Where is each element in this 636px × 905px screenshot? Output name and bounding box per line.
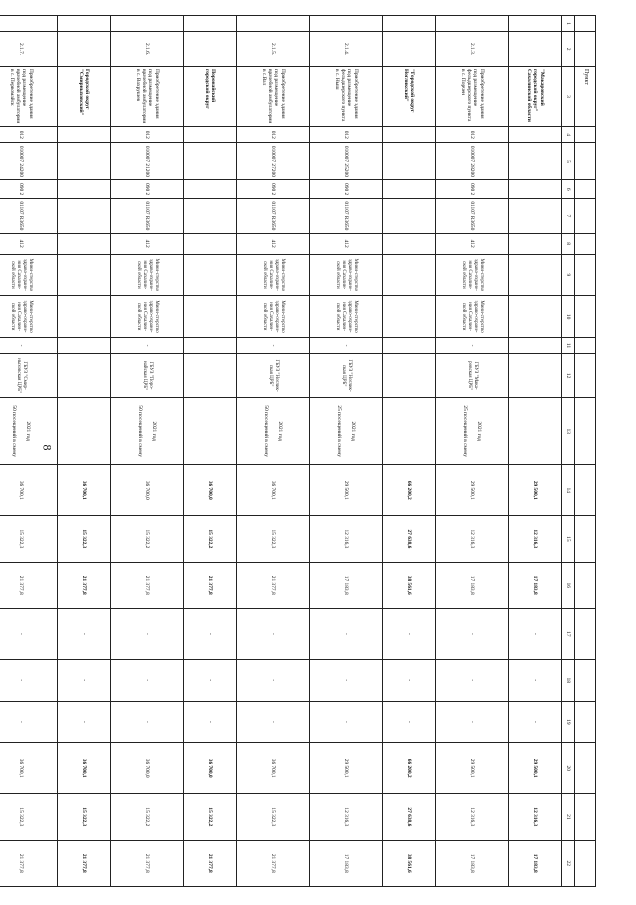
cell-c9: Мини-стерство здраво-охране-ния Сахалин-ской области: [436, 254, 509, 296]
cell-c17: -: [383, 608, 436, 659]
group-row: [383, 16, 436, 887]
empty-cell: [383, 198, 436, 233]
column-number: 16: [562, 562, 575, 608]
empty-cell: [184, 337, 237, 353]
cell-c14: 66 200,2: [383, 465, 436, 516]
cell-name: "Макаровский городской округ" Сахалинской области: [509, 66, 562, 126]
column-number: 3: [562, 66, 575, 126]
cell-c18: -: [436, 659, 509, 701]
empty-cell: [184, 198, 237, 233]
cell-c12: ГБУЗ "Ноглик-ская ЦРБ": [237, 354, 310, 398]
empty-cell: [184, 32, 237, 67]
cell-c18: -: [111, 659, 184, 701]
cell-c14: 36 700,1: [58, 465, 111, 516]
cell-c22: 17 183,8: [436, 840, 509, 887]
cell-name: Поронайский городской округ: [184, 66, 237, 126]
empty-cell: [509, 296, 562, 338]
table-row: [310, 16, 383, 887]
column-number: 2: [562, 32, 575, 67]
cell-c14: 36 700,1: [0, 465, 58, 516]
empty-cell: [58, 296, 111, 338]
cell-c19: -: [310, 701, 383, 743]
empty-cell: [184, 354, 237, 398]
table-body: [0, 16, 596, 887]
header-cell: [575, 233, 596, 254]
empty-cell: [383, 16, 436, 32]
table-row: [237, 16, 310, 887]
cell-c20: 36 700,1: [0, 743, 58, 794]
cell-c21: 15 322,2: [184, 794, 237, 840]
column-number: 21: [562, 794, 575, 840]
cell-code: 012: [436, 127, 509, 143]
empty-cell: [58, 398, 111, 465]
cell-no: 2.1.4.: [310, 32, 383, 67]
cell-c14: 36 700,0: [111, 465, 184, 516]
empty-cell: [509, 233, 562, 254]
empty-cell: [184, 296, 237, 338]
cell-c9: Мини-стерство здраво-охране-ния Сахалин-ской области: [237, 254, 310, 296]
cell-c16: 17 183,8: [436, 562, 509, 608]
cell-c15: 15 322,2: [111, 516, 184, 562]
header-cell: [575, 516, 596, 562]
cell-no: 2.1.5.: [237, 32, 310, 67]
cell-c9: Мини-стерство здраво-охране-ния Сахалин-ской области: [310, 254, 383, 296]
capacity-text: 50 посещений в смену: [11, 405, 17, 457]
cell-k6: 090 2: [310, 180, 383, 199]
header-cell: [575, 337, 596, 353]
cell-c11: -: [310, 337, 383, 353]
empty-cell: [383, 398, 436, 465]
cell-code: 012: [310, 127, 383, 143]
empty-cell: [184, 180, 237, 199]
cell-c21: 15 322,3: [58, 794, 111, 840]
cell-k5: 010007 27200: [237, 143, 310, 180]
header-cell: [575, 32, 596, 67]
cell-c15: 12 316,3: [509, 516, 562, 562]
year-text: 2021 год: [476, 421, 483, 441]
cell-c9: Мини-стерство здраво-охране-ния Сахалин-ской области: [0, 254, 58, 296]
empty-cell: [436, 16, 509, 32]
cell-c22: 21 377,8: [58, 840, 111, 887]
cell-c13: [436, 398, 509, 465]
cell-c17: -: [509, 608, 562, 659]
column-number: 22: [562, 840, 575, 887]
cell-name: Приобретение здания под размещение фельдшерского пункта в с. Порчен: [436, 66, 509, 126]
header-cell: [575, 16, 596, 32]
cell-name: Приобретение здания под размещение врачебной амбулатории в с. Вахрушев: [111, 66, 184, 126]
empty-cell: [184, 233, 237, 254]
cell-c22: 21 377,8: [111, 840, 184, 887]
cell-c18: -: [58, 659, 111, 701]
column-number: 17: [562, 608, 575, 659]
cell-c21: 12 316,3: [509, 794, 562, 840]
cell-c15: 15 322,3: [0, 516, 58, 562]
cell-c15: 27 638,6: [383, 516, 436, 562]
empty-cell: [58, 254, 111, 296]
empty-cell: [509, 180, 562, 199]
empty-cell: [58, 198, 111, 233]
rotated-table-wrapper: [8, 15, 596, 887]
header-cell: [575, 840, 596, 887]
column-number: 19: [562, 701, 575, 743]
cell-c18: -: [184, 659, 237, 701]
empty-cell: [383, 32, 436, 67]
column-number: 18: [562, 659, 575, 701]
year-text: 2021 год: [151, 421, 158, 441]
cell-c10: Мини-стерство здраво-охране-ния Сахалин-ской области: [111, 296, 184, 338]
empty-cell: [383, 180, 436, 199]
cell-c22: 21 377,8: [237, 840, 310, 887]
year-text: 2021 год: [277, 421, 284, 441]
empty-cell: [58, 16, 111, 32]
cell-k5: 010007 28200: [436, 143, 509, 180]
column-number: 5: [562, 143, 575, 180]
column-number: 20: [562, 743, 575, 794]
cell-name: "Городской округ Ногликский": [383, 66, 436, 126]
empty-cell: [58, 354, 111, 398]
column-number-row: [562, 16, 575, 887]
cell-c20: 29 500,1: [509, 743, 562, 794]
empty-cell: [184, 16, 237, 32]
column-number: 11: [562, 337, 575, 353]
empty-cell: [509, 354, 562, 398]
cell-k5: 010007 24200: [0, 143, 58, 180]
table-row: [111, 16, 184, 887]
empty-cell: [509, 16, 562, 32]
cell-no: 2.1.7.: [0, 32, 58, 67]
cell-c21: 12 316,3: [310, 794, 383, 840]
cell-c20: 29 500,1: [436, 743, 509, 794]
cell-c9: Мини-стерство здраво-охране-ния Сахалин-ской области: [111, 254, 184, 296]
cell-c16: 21 377,8: [237, 562, 310, 608]
header-cell: [575, 180, 596, 199]
cell-k7: 01107 R3650: [111, 198, 184, 233]
column-number: 12: [562, 354, 575, 398]
cell-c14: 29 500,1: [436, 465, 509, 516]
cell-c14: 36 700,1: [237, 465, 310, 516]
cell-c13: [111, 398, 184, 465]
cell-code: 012: [0, 127, 58, 143]
page-number: 8: [40, 444, 55, 451]
cell-k7: 01107 R3650: [310, 198, 383, 233]
cell-c19: -: [0, 701, 58, 743]
cell-c15: 12 316,3: [436, 516, 509, 562]
column-number: 4: [562, 127, 575, 143]
column-number: 9: [562, 254, 575, 296]
cell-c18: -: [509, 659, 562, 701]
column-number: 6: [562, 180, 575, 199]
cell-c12: ГБУЗ "Смир-ныховская ЦРБ": [0, 354, 58, 398]
cell-c17: -: [58, 608, 111, 659]
cell-c21: 15 322,2: [111, 794, 184, 840]
empty-cell: [237, 16, 310, 32]
empty-cell: [184, 254, 237, 296]
column-number: 10: [562, 296, 575, 338]
header-cell: [575, 198, 596, 233]
cell-c14: 29 500,1: [310, 465, 383, 516]
header-cell: [575, 127, 596, 143]
capacity-text: 50 посещений в смену: [137, 405, 143, 457]
column-number: 7: [562, 198, 575, 233]
cell-c15: 12 316,3: [310, 516, 383, 562]
cell-c20: 36 700,0: [111, 743, 184, 794]
cell-c12: ГБУЗ "Поро-найская ЦРБ": [111, 354, 184, 398]
cell-c18: -: [383, 659, 436, 701]
column-number: 14: [562, 465, 575, 516]
cell-name: Приобретение здания под размещение врачебной амбулатории в с. Первомайск: [0, 66, 58, 126]
header-cell: [575, 794, 596, 840]
cell-c16: 38 561,6: [383, 562, 436, 608]
cell-c16: 21 377,8: [111, 562, 184, 608]
empty-cell: [509, 198, 562, 233]
cell-k6: 090 2: [237, 180, 310, 199]
empty-cell: [184, 143, 237, 180]
column-number: 1: [562, 16, 575, 32]
cell-c18: -: [0, 659, 58, 701]
empty-cell: [58, 233, 111, 254]
capacity-text: 50 посещений в смену: [263, 405, 269, 457]
cell-c20: 66 200,2: [383, 743, 436, 794]
cell-c20: 29 500,1: [310, 743, 383, 794]
empty-cell: [383, 354, 436, 398]
empty-cell: [58, 127, 111, 143]
cell-c20: 36 700,1: [237, 743, 310, 794]
empty-cell: [0, 16, 58, 32]
header-cell: [575, 354, 596, 398]
cell-c22: 38 561,6: [383, 840, 436, 887]
cell-c17: -: [237, 608, 310, 659]
cell-k8: 412: [436, 233, 509, 254]
table-row: [436, 16, 509, 887]
cell-c19: -: [111, 701, 184, 743]
cell-c22: 21 377,8: [184, 840, 237, 887]
cell-k7: 01107 R3650: [0, 198, 58, 233]
cell-c17: -: [184, 608, 237, 659]
cell-c13: [310, 398, 383, 465]
cell-c15: 15 322,3: [237, 516, 310, 562]
cell-code: 012: [111, 127, 184, 143]
cell-c14: 36 700,0: [184, 465, 237, 516]
cell-c20: 36 700,0: [184, 743, 237, 794]
cell-c22: 21 377,8: [0, 840, 58, 887]
cell-c15: 15 322,3: [58, 516, 111, 562]
cell-c17: -: [111, 608, 184, 659]
cell-c14: 29 500,1: [509, 465, 562, 516]
cell-c17: -: [436, 608, 509, 659]
column-number: 13: [562, 398, 575, 465]
column-number: 8: [562, 233, 575, 254]
empty-cell: [383, 296, 436, 338]
empty-cell: [509, 143, 562, 180]
cell-c22: 17 183,8: [310, 840, 383, 887]
header-cell: [575, 659, 596, 701]
group-row: [509, 16, 562, 887]
cell-k5: 010007 25200: [310, 143, 383, 180]
cell-c22: 17 183,8: [509, 840, 562, 887]
cell-c21: 15 322,3: [0, 794, 58, 840]
cell-k8: 412: [0, 233, 58, 254]
empty-cell: [509, 127, 562, 143]
budget-table: [0, 15, 596, 887]
cell-name: Приобретение здания под размещение фельдшерского пункта в с. Ныш: [310, 66, 383, 126]
cell-c16: 17 183,8: [310, 562, 383, 608]
cell-k6: 090 2: [111, 180, 184, 199]
cell-c18: -: [237, 659, 310, 701]
cell-c11: -: [0, 337, 58, 353]
year-text: 2021 год: [25, 421, 32, 441]
cell-c11: -: [111, 337, 184, 353]
cell-c13: [237, 398, 310, 465]
cell-k7: 01107 R3650: [436, 198, 509, 233]
column-number: 15: [562, 516, 575, 562]
cell-c15: 15 322,2: [184, 516, 237, 562]
empty-cell: [383, 337, 436, 353]
header-row: [575, 16, 596, 887]
cell-name: Городской округ "Смирныховский": [58, 66, 111, 126]
cell-c20: 36 700,1: [58, 743, 111, 794]
cell-c21: 27 638,6: [383, 794, 436, 840]
empty-cell: [58, 180, 111, 199]
cell-c19: -: [184, 701, 237, 743]
cell-c21: 15 322,3: [237, 794, 310, 840]
cell-c17: -: [310, 608, 383, 659]
empty-cell: [383, 143, 436, 180]
cell-c12: ГБУЗ "Мака-ровская ЦРБ": [436, 354, 509, 398]
empty-cell: [509, 32, 562, 67]
cell-c12: ГБУЗ "Ноглик-ская ЦРБ": [310, 354, 383, 398]
cell-c16: 17 183,8: [509, 562, 562, 608]
empty-cell: [509, 337, 562, 353]
empty-cell: [184, 398, 237, 465]
cell-c19: -: [383, 701, 436, 743]
cell-k5: 010007 21200: [111, 143, 184, 180]
header-cell: [575, 254, 596, 296]
header-cell-text: Пункт: [575, 66, 596, 126]
header-cell: [575, 465, 596, 516]
cell-c16: 21 377,8: [184, 562, 237, 608]
header-cell: [575, 296, 596, 338]
cell-c21: 12 316,3: [436, 794, 509, 840]
group-row: [184, 16, 237, 887]
cell-k8: 412: [111, 233, 184, 254]
cell-c10: Мини-стерство здраво-охране-ния Сахалин-ской области: [0, 296, 58, 338]
cell-c11: -: [436, 337, 509, 353]
cell-c13: [0, 398, 58, 465]
empty-cell: [58, 32, 111, 67]
table-row: [0, 16, 58, 887]
cell-c10: Мини-стерство здраво-охране-ния Сахалин-ской области: [237, 296, 310, 338]
cell-c10: Мини-стерство здраво-охране-ния Сахалин-ской области: [310, 296, 383, 338]
header-cell: [575, 562, 596, 608]
cell-name: Приобретение здания под размещение врачебной амбулатории в с.Вал: [237, 66, 310, 126]
capacity-text: 25 посещений в смену: [462, 405, 468, 457]
empty-cell: [509, 254, 562, 296]
cell-c11: -: [237, 337, 310, 353]
cell-no: 2.1.3.: [436, 32, 509, 67]
empty-cell: [58, 143, 111, 180]
header-cell: [575, 398, 596, 465]
year-text: 2021 год: [350, 421, 357, 441]
cell-c19: -: [237, 701, 310, 743]
empty-cell: [383, 233, 436, 254]
cell-k6: 090 2: [436, 180, 509, 199]
cell-c18: -: [310, 659, 383, 701]
cell-c17: -: [0, 608, 58, 659]
cell-k7: 01107 R3650: [237, 198, 310, 233]
group-row: [58, 16, 111, 887]
header-cell: [575, 743, 596, 794]
header-cell: [575, 143, 596, 180]
cell-code: 012: [237, 127, 310, 143]
cell-c19: -: [436, 701, 509, 743]
cell-k8: 412: [237, 233, 310, 254]
cell-no: 2.1.6.: [111, 32, 184, 67]
cell-c16: 21 377,8: [58, 562, 111, 608]
empty-cell: [310, 16, 383, 32]
empty-cell: [58, 337, 111, 353]
empty-cell: [184, 127, 237, 143]
header-cell: [575, 608, 596, 659]
capacity-text: 25 посещений в смену: [336, 405, 342, 457]
empty-cell: [383, 254, 436, 296]
cell-k8: 412: [310, 233, 383, 254]
cell-c19: -: [509, 701, 562, 743]
header-cell: [575, 701, 596, 743]
cell-c16: 21 377,8: [0, 562, 58, 608]
cell-c19: -: [58, 701, 111, 743]
cell-c10: Мини-стерство здраво-охране-ния Сахалин-ской области: [436, 296, 509, 338]
empty-cell: [509, 398, 562, 465]
empty-cell: [383, 127, 436, 143]
cell-k6: 090 2: [0, 180, 58, 199]
empty-cell: [111, 16, 184, 32]
